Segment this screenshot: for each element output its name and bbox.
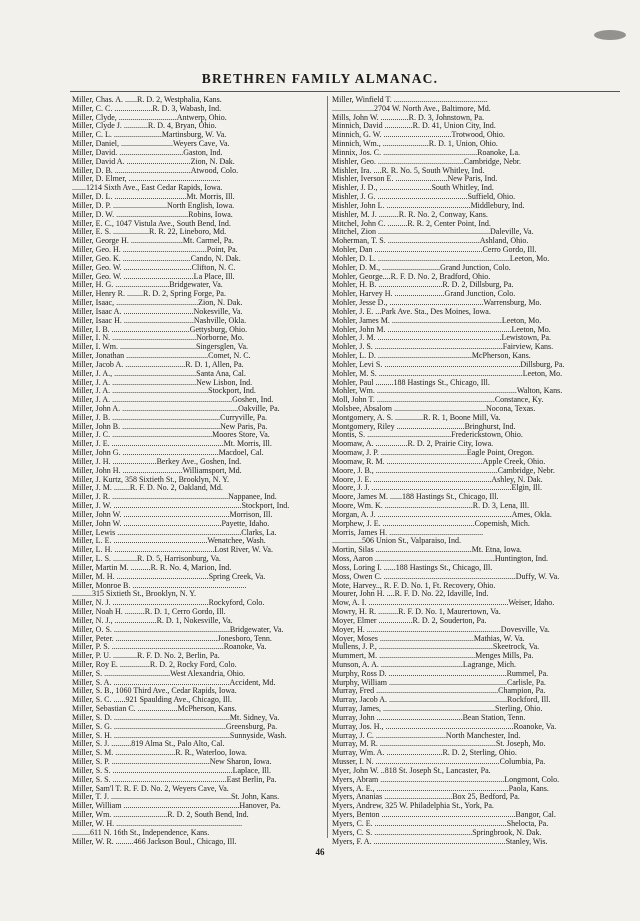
directory-entry: .....................2704 W. North Ave., Baltimore, Md.: [332, 104, 491, 113]
directory-entry: Miller, N. J., .....................R. D. 1, Nokesville, Va.: [72, 616, 233, 625]
directory-entry: Miller, Geo. W. ...................................La Place, Ill.: [72, 272, 235, 281]
directory-entry: Miller, George H. ..........................Mt. Carmel, Pa.: [72, 237, 234, 246]
directory-entry: Miller, J. H. ......................Berkey Ave., Goshen, Ind.: [72, 457, 242, 466]
directory-entry: Miller, Martin M. ..........R. R. No. 4, Marion, Ind.: [72, 563, 232, 572]
page-title: BRETHREN FAMILY ALMANAC.: [201, 71, 439, 86]
directory-entry: Miller, P. U. ............R. F. D. No. 2, Berlin, Pa.: [72, 652, 220, 661]
directory-entry: Miller, E. S. ..................R. R. 22, Lineboro, Md.: [72, 228, 227, 237]
directory-entry: Mohler, H. B. ................................R. D. 2, Dillsburg, Pa.: [332, 281, 514, 290]
directory-entry: Mishler, J. D., ..........................South Whitley, Ind.: [332, 184, 494, 193]
directory-entry: Mohler, D. M., .............................Grand Junction, Colo.: [332, 263, 511, 272]
header-rule: [70, 91, 620, 92]
directory-entry: Morris, James H. ...............................................: [332, 528, 484, 537]
directory-entry: Miller, P. S. ........................................................Roanoke, Va.: [72, 643, 267, 652]
directory-entry: Moyer, Elmer .................R. D. 2, Souderton, Pa.: [332, 616, 487, 625]
directory-entry: Minnich, David ..............R. D. 41, Union City, Ind.: [332, 122, 496, 131]
directory-entry: Moomaw, R. M. ................................................Apple Creek, Ohio.: [332, 457, 546, 466]
directory-entry: Moore, J. B., .............................................................Cambridge, Nebr.: [332, 466, 555, 475]
directory-entry: Miller, N. J. ................................................Rockyford, Colo.: [72, 599, 265, 608]
directory-entry: Murphy, Ross D. ...........................................................Rummel, Pa.: [332, 669, 549, 678]
directory-entry: Moss, Loring I. ......188 Hastings St., Chicago, Ill.: [332, 563, 493, 572]
directory-entry: Murray, M. R. ..........................................................St. Joseph, Mo.: [332, 740, 546, 749]
page-number: 46: [315, 847, 325, 857]
ink-smudge: [594, 30, 626, 40]
directory-entry: Miller, L. E. ...............................................Wenatchee, Wash.: [72, 537, 266, 546]
directory-entry: Minnix, Jos. C. ...............................................Roanoke, La.: [332, 148, 520, 157]
directory-entry: Mourer, John H. ....R. F. D. No. 22, Idaville, Ind.: [332, 590, 489, 599]
directory-entry: Miller, M. H. ..............................................Spring Creek, Va.: [72, 572, 266, 581]
directory-entry: ..........315 Sixtieth St., Brooklyn, N. Y.: [72, 590, 197, 599]
directory-entry: Miller, J. A. ..........................................New Lisbon, Ind.: [72, 378, 253, 387]
directory-entry: Murphy, William ...........................................................Carlisle, Pa.: [332, 678, 546, 687]
directory-entry: Miller, I. N. ..........................................Norborne, Mo.: [72, 334, 244, 343]
directory-entry: Moss, Aaron ............................................................Huntington, Ind.: [332, 555, 548, 564]
directory-entry: Miller, S. C. ......921 Spaulding Ave., Chicago, Ill.: [72, 696, 232, 705]
directory-entry: Mow, A. I. ......................................................................Weiser, Idaho.: [332, 599, 555, 608]
directory-entry: Miller, David. ................................Gaston, Ind.: [72, 148, 223, 157]
directory-entry: Miller, John H. ..............................Williamsport, Md.: [72, 466, 242, 475]
directory-entry: Miller, D. B. ......................................Atwood, Colo.: [72, 166, 239, 175]
directory-entry: Miller, S. H. ..........................................................Sunnyside, Wash.: [72, 731, 287, 740]
directory-entry: Miller, Isaac, .........................................Zion, N. Dak.: [72, 299, 243, 308]
directory-entry: Miller, J. A., .........................................Santa Ana, Cal.: [72, 369, 246, 378]
directory-entry: Miller, H. G. ...........................Bridgewater, Va.: [72, 281, 223, 290]
directory-entry: Moomaw, A. ................R. D. 2, Prairie City, Iowa.: [332, 440, 494, 449]
directory-entry: Miller, C. L. ........................Martinsburg, W. Va.: [72, 131, 227, 140]
directory-entry: Miller, S. A. ..........................................................Accident, Md.: [72, 678, 276, 687]
directory-entry: Moherman, T. S. ..............................................Ashland, Ohio.: [332, 237, 529, 246]
directory-entry: Mohler, M. S. ........................................................................Leeton, Mo.: [332, 369, 563, 378]
directory-entry: Miller, S. .................................West Alexandria, Ohio.: [72, 669, 246, 678]
directory-entry: Miller, Sebastian C. ....................McPherson, Kans.: [72, 705, 237, 714]
directory-entry: Minnich, G. W. ..................................Trotwood, Ohio.: [332, 131, 505, 140]
directory-entry: Murray, J. C. ...................................North Manchester, Ind.: [332, 731, 521, 740]
directory-entry: Montis, S. ..........................................Frederickstown, Ohio.: [332, 431, 523, 440]
directory-entry: Miller, Noah H. ..........R. D. 1, Cerro Gordo, Ill.: [72, 608, 226, 617]
directory-entry: Mishler, J. G. .............................................Suffield, Ohio.: [332, 193, 516, 202]
directory-entry: Miller, Monroe B. .........................................................: [72, 581, 247, 590]
directory-entry: Miller, S. G. ........................................................Greensburg, Pa.: [72, 722, 278, 731]
directory-entry: Miller, J. C. ..................................................Moores Store, Va.: [72, 431, 270, 440]
directory-entry: Mishler, Iverson E. ..........................New Paris, Ind.: [332, 175, 498, 184]
directory-entry: Myers, Benton ...................................................................Bangor, Cal.: [332, 811, 556, 820]
directory-entry: Miller, John B. .................................................New Paris, Pa.: [72, 422, 268, 431]
directory-entry: Murray, Fred .............................................................Champion, Pa.: [332, 687, 546, 696]
directory-entry: Mohler, Harvey H. .........................Grand Junction, Colo.: [332, 290, 516, 299]
directory-entry: Miller, J. A. ................................................Stockport, Ind.: [72, 387, 256, 396]
directory-entry: Moll, John T. ...........................................................Constance, Ky.: [332, 396, 544, 405]
directory-entry: Myers, F. A. ..................................................................Stanley, Wis.: [332, 837, 548, 846]
directory-entry: Myers, C. E. ..................................................................Shelocta, Pa.: [332, 819, 549, 828]
directory-entry: Miller, John W. .....................................................Morrison, Ill.: [72, 510, 273, 519]
directory-entry: Miller, Lewis ..............................................................Clarks, La.: [72, 528, 277, 537]
directory-entry: Mishler, M. J. ..........R. R. No. 2, Conway, Kans.: [332, 210, 488, 219]
directory-entry: Myers, Abram ..............................................................Longmont, Colo.: [332, 775, 560, 784]
directory-entry: Mohler, L. D. ...............................................McPherson, Kans.: [332, 352, 531, 361]
directory-entry: Morgan, A. J. ...................................................................Ames, Okla.: [332, 510, 552, 519]
directory-entry: Myers, C. S. .................................................Springbrook, N. Dak.: [332, 828, 542, 837]
directory-entry: Murray, Jacob A. ...........................................................Rockford, Ill.: [332, 696, 551, 705]
directory-entry: Murray, Jos. H., ................................................................Roanoke, Va.: [332, 722, 557, 731]
directory-entry: Miller, Isaac A. ...................................Nokesville, Va.: [72, 307, 243, 316]
directory-entry: Mohler, J. M. ..............................................................Lewistown, Pa.: [332, 334, 552, 343]
directory-entry: Mohler, Levi S. ....................................................................Dillsburg, Pa.: [332, 360, 565, 369]
column-divider: [327, 96, 328, 838]
directory-entry: Moomaw, J. P. ...........................................Eagle Point, Oregon.: [332, 449, 534, 458]
directory-entry: ...............506 Union St., Valparaiso, Ind.: [332, 537, 461, 546]
directory-entry: Miller, J. B. ......................................................Curryville, Pa.: [72, 413, 268, 422]
directory-entry: Miller, Jacob A. ..............................R. D. 1, Allen, Pa.: [72, 360, 244, 369]
directory-entry: Miller, J. R. ..........................................................Nappanee, Ind.: [72, 493, 277, 502]
directory-entry: Miller, William ..........................................................Hanover, Pa.: [72, 802, 281, 811]
directory-entry: Miller, T. J. ............................................................St. John, Kans.: [72, 793, 280, 802]
directory-entry: Miller, Sam'l T. R. F. D. No. 2, Weyers Cave, Va.: [72, 784, 229, 793]
directory-entry: Mohler, Paul .........188 Hastings St., Chicago, Ill.: [332, 378, 490, 387]
directory-entry: Moore, J. E. ...........................................................Ashley, N. Dak.: [332, 475, 543, 484]
directory-entry: Miller, Geo. H. ..........................................Point, Pa.: [72, 246, 238, 255]
directory-entry: Miller, C. C. ...................R. D. 3, Wabash, Ind.: [72, 104, 222, 113]
directory-entry: Miller, D. P. ...........................North English, Iowa.: [72, 201, 235, 210]
directory-entry: Moore, J. J. ......................................................................Elgin, Ill.: [332, 484, 542, 493]
left-column: [72, 96, 324, 846]
directory-entry: Miller, Peter. ...................................................Jonesboro, Tenn.: [72, 634, 272, 643]
directory-entry: Morphew, J. E. ..............................................Copemish, Mich.: [332, 519, 530, 528]
directory-entry: Mills, John W. ..............R. D. 3, Johnstown, Pa.: [332, 113, 485, 122]
directory-entry: Miller, D. L. ....................................Mt. Morris, Ill.: [72, 193, 235, 202]
directory-entry: Murray, Wm. A. ............................R. D. 2, Sterling, Ohio.: [332, 749, 517, 758]
directory-entry: Mishler, Geo. ...........................................Cambridge, Nebr.: [332, 157, 521, 166]
directory-entry: Musser, I. N. ..............................................................Columbia, Pa.: [332, 758, 546, 767]
directory-entry: Moore, Wm. K. ............................................R. D. 3, Lena, Ill.: [332, 502, 529, 511]
directory-entry: Miller, J. A. ............................................................Goshen, Ind.: [72, 396, 274, 405]
directory-entry: Molsbee, Absalom ..............................................Nocona, Texas.: [332, 404, 536, 413]
directory-entry: Munson, A. A. .........................................Lagrange, Mich.: [332, 661, 516, 669]
directory-entry: Mohler, D. L. ..................................................................Leeton, Mo.: [332, 254, 550, 263]
directory-entry: Miller, D. Elmer, ..............................................: [72, 175, 221, 184]
directory-entry: Miller, E. C., 1047 Vistula Ave., South Bend, Ind.: [72, 219, 231, 228]
directory-entry: Mohler, Dan ......................................................Cerro Gordo, Ill.: [332, 246, 537, 255]
directory-entry: Miller, J. Kurtz, 358 Sixtieth St., Brooklyn, N. Y.: [72, 475, 230, 484]
directory-entry: Murray, James, ........................................................Sterling, Ohio.: [332, 705, 543, 714]
directory-entry: Moss, Owen C. ..................................................................Duffy, W. Va.: [332, 572, 560, 581]
directory-entry: Mohler, James M. .......................................................Leeton, Mo.: [332, 316, 542, 325]
directory-entry: Miller, S. P. .................................................New Sharon, Iowa.: [72, 758, 272, 767]
directory-entry: Miller, J. M. ........R. F. D. No. 2, Oakland, Md.: [72, 484, 223, 493]
directory-entry: .......1214 Sixth Ave., East Cedar Rapids, Iowa.: [72, 184, 223, 193]
directory-entry: Mowry, H. R. ..........R. F. D. No. 1, Maurertown, Va.: [332, 608, 501, 617]
directory-entry: Miller, John W. .................................................Payette, Idaho.: [72, 519, 270, 528]
directory-entry: Myers, Ananias ..................................Box 25, Bedford, Pa.: [332, 793, 520, 802]
directory-entry: Miller, John A. ..........................................................Oakville, Pa.: [72, 404, 280, 413]
directory-entry: Miller, Winfield T. ...............................................: [332, 96, 488, 104]
directory-entry: Mohler, John M. ..............................................................Leeton, Mo.: [332, 325, 551, 334]
directory-entry: Mullens, J. P., .........................................................Skeetrock, Va.: [332, 643, 540, 652]
directory-entry: Miller, John G. ................................................Macdoel, Cal.: [72, 449, 264, 458]
directory-entry: Miller, S. J. ..........819 Alma St., Palo Alto, Cal.: [72, 740, 225, 749]
directory-entry: Miller, S. B., 1060 Third Ave., Cedar Rapids, Iowa.: [72, 687, 237, 696]
directory-entry: Moyer, Moses ...............................................Mathias, W. Va.: [332, 634, 525, 643]
directory-entry: Miller, Geo. K. ..................................Cando, N. Dak.: [72, 254, 241, 263]
directory-entry: Miller, O. S. ..........................................................Bridgewater, Va.: [72, 625, 284, 634]
directory-entry: Miller, L. H. ..................................................Lost River, W. Va.: [72, 546, 273, 555]
directory-entry: Miller, Geo. W. ..................................Clifton, N. C.: [72, 263, 236, 272]
directory-entry: Miller, W. H. ...............................................................: [72, 819, 243, 828]
directory-entry: Murray, John ...........................................Bean Station, Tenn.: [332, 713, 526, 722]
directory-entry: Miller, Wm. ...........................R. D. 2, South Bend, Ind.: [72, 811, 249, 820]
directory-entry: Moyer, H. ...................................................................Dovesville, Va.: [332, 625, 550, 634]
directory-entry: Miller, David A. ................................Zion, N. Dak.: [72, 157, 235, 166]
directory-entry: Miller, S. D. ..........................................................Mt. Sidney, Va.: [72, 713, 280, 722]
directory-entry: Myer, John W. ..818 St. Joseph St., Lancaster, Pa.: [332, 766, 491, 775]
directory-entry: Miller, J. W. ................................................................Stockport, Ind.: [72, 502, 290, 511]
directory-entry: Miller, Clyde, .............................Antwerp, Ohio.: [72, 113, 227, 122]
directory-entry: Mummert, M. ................................................Menges Mills, Pa.: [332, 652, 534, 661]
directory-entry: Miller, Isaac H. ...................................Nashville, Okla.: [72, 316, 247, 325]
directory-entry: Mohler, Jesse D., ...............................................Warrensburg, Mo.: [332, 299, 542, 308]
directory-entry: Mortin, Silas ................................................Mt. Etna, Iowa.: [332, 546, 522, 555]
directory-entry: Mishler, John L. ..........................................Middlebury, Ind.: [332, 201, 525, 210]
directory-entry: Montgomery, Riley ..................................Bringhurst, Ind.: [332, 422, 516, 431]
directory-entry: Miller, S. S. ............................................................Laplace, Ill.: [72, 766, 271, 775]
directory-entry: Miller, D. W. ....................................Robins, Iowa.: [72, 210, 233, 219]
directory-entry: Miller, I. B. .......................................Gettysburg, Ohio.: [72, 325, 248, 334]
directory-entry: Miller, I. Wm. ......................................Singersglen, Va.: [72, 343, 249, 352]
directory-entry: Miller, S. M. ..............................R. R., Waterloo, Iowa.: [72, 749, 247, 758]
directory-entry: Minnich, Wm., .......................R. D. 1, Union, Ohio.: [332, 140, 498, 149]
directory-entry: Miller, Roy E. ...............R. D. 2, Rocky Ford, Colo.: [72, 661, 237, 669]
directory-entry: Mitchel, John C. ..........R. R. 2, Center Point, Ind.: [332, 219, 491, 228]
directory-entry: .........611 N. 16th St., Independence, Kans.: [72, 828, 210, 837]
directory-entry: Myers, A. E., ..................................................................Paola, Kans.: [332, 784, 549, 793]
directory-entry: Miller, Jonathan .........................................Comet, N. C.: [72, 352, 251, 361]
directory-entry: Miller, Chas. A. ......R. D. 2, Westphalia, Kans.: [72, 96, 222, 104]
directory-entry: Mohler, J. E. ...Park Ave. Sta., Des Moines, Iowa.: [332, 307, 491, 316]
directory-entry: Miller, Daniel, ..........................Weyers Cave, Va.: [72, 140, 230, 149]
directory-entry: Miller, S. S. .........................................................East Berlin, Pa.: [72, 775, 277, 784]
directory-entry: Mohler, J. S. ................................................................Fairview, Kans.: [332, 343, 554, 352]
directory-entry: Miller, L. S. ............R. D. 5, Harrisonburg, Va.: [72, 555, 221, 564]
directory-entry: Montgomery, A. S. ..............R. R. 1, Boone Mill, Va.: [332, 413, 501, 422]
directory-entry: Myers, Andrew, 325 W. Philadelphia St., York, Pa.: [332, 802, 494, 811]
directory-entry: Mohler, George....R. F. D. No. 2, Bradford, Ohio.: [332, 272, 491, 281]
directory-entry: Miller, Henry R. ........R. D. 2, Spring Forge, Pa.: [72, 290, 226, 299]
directory-entry: Mohler, Wm. ......................................................................Walton, Kans.: [332, 387, 563, 396]
directory-entry: Mitchel, Zion ........................................................Daleville, Va.: [332, 228, 534, 237]
right-column: [332, 96, 584, 846]
directory-entry: Mishler, Ira. ....R. R. No. 5, South Whitley, Ind.: [332, 166, 485, 175]
directory-entry: Mote, Harvey.., R. F. D. No. 1, Ft. Recovery, Ohio.: [332, 581, 496, 590]
directory-entry: Moore, James M. ......188 Hastings St., Chicago, Ill.: [332, 493, 499, 502]
directory-entry: Miller, W. R. .........466 Jackson Boul., Chicago, Ill.: [72, 837, 237, 846]
directory-entry: Miller, Clyde J. ............R. D. 4, Bryan, Ohio.: [72, 122, 217, 131]
directory-entry: Miller, J. E. ........................................................Mt. Morris, Ill.: [72, 440, 272, 449]
